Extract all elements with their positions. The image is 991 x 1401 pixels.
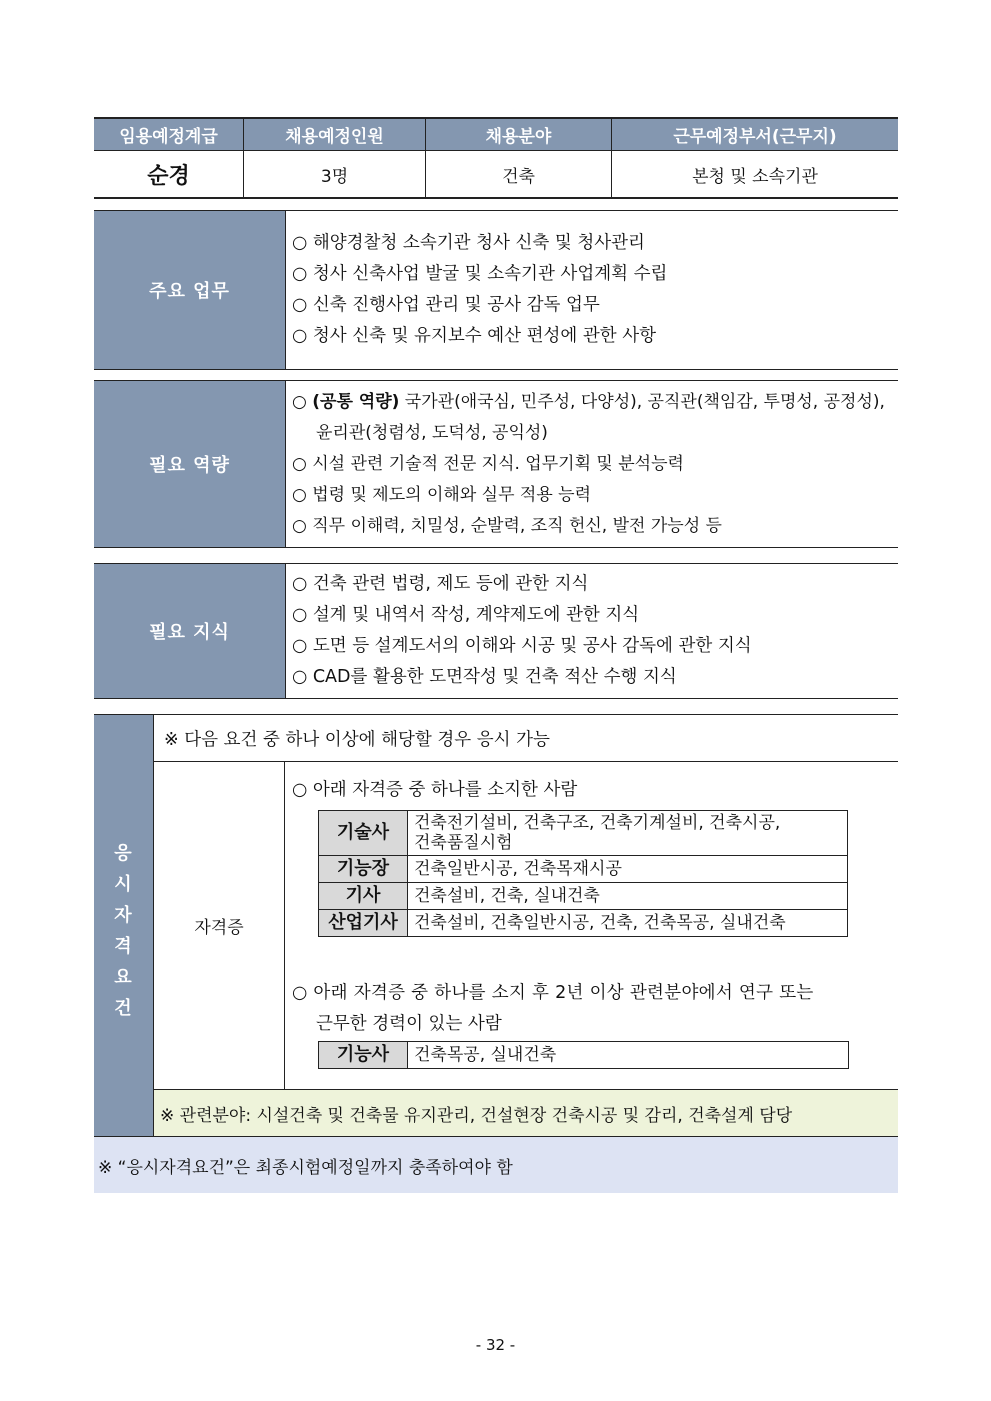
list-item-continuation: 윤리관(청렴성, 도덕성, 공익성)	[316, 423, 548, 443]
list-item	[292, 387, 898, 418]
list-item: ○ 시설 관련 기술적 전문 지식. 업무기획 및 분석능력	[292, 454, 684, 474]
duties-label: 주요 업무	[94, 211, 285, 369]
header-field: 채용분야	[426, 119, 611, 150]
list-item: ○ 설계 및 내역서 작성, 계약제도에 관한 지식	[292, 605, 640, 625]
label-char: 응	[114, 842, 133, 864]
cert-list	[408, 811, 848, 856]
label-char: 요	[114, 966, 133, 988]
header-rank: 임용예정계급	[94, 119, 243, 150]
list-item: ○ 해양경찰청 소속기관 청사 신축 및 청사관리	[292, 233, 645, 253]
table-row	[319, 883, 848, 910]
list-item: ○ CAD를 활용한 도면작성 및 건축 적산 수행 지식	[292, 667, 677, 687]
cert-list: 건축설비, 건축일반시공, 건축, 건축목공, 실내건축	[408, 910, 848, 937]
knowledge-list	[286, 569, 898, 693]
cond1-text: ○ 아래 자격증 중 하나를 소지한 사람	[292, 780, 578, 800]
label-char: 자	[114, 904, 133, 926]
cert-table-2	[318, 1041, 849, 1069]
common-competency-tag: (공통 역량)	[312, 392, 400, 412]
list-item: ○ 건축 관련 법령, 제도 등에 관한 지식	[292, 574, 589, 594]
table-row	[319, 1042, 849, 1069]
list-item: ○ 청사 신축 및 유지보수 예산 편성에 관한 사항	[292, 326, 657, 346]
table-row	[319, 910, 848, 937]
list-item: ○ 도면 등 설계도서의 이해와 시공 및 공사 감독에 관한 지식	[292, 636, 752, 656]
knowledge-label: 필요 지식	[94, 564, 285, 698]
cert-list: 건축목공, 실내건축	[408, 1042, 849, 1069]
cert-list: 건축설비, 건축, 실내건축	[408, 883, 848, 910]
related-field-text: ※ 관련분야: 시설건축 및 건축물 유지관리, 건설현장 건축시공 및 감리, 건축설계 담당	[160, 1105, 793, 1126]
list-item: ○ 법령 및 제도의 이해와 실무 적용 능력	[292, 485, 591, 505]
label-char: 건	[114, 997, 133, 1019]
header-dept: 근무예정부서(근무지)	[612, 119, 898, 150]
label-char: 격	[114, 935, 133, 957]
cert-table-1	[318, 810, 848, 937]
qualification-label	[94, 715, 153, 1136]
rank-value: 순경	[147, 163, 190, 189]
cert-list-line: 건축전기설비, 건축구조, 건축기계설비, 건축시공,	[414, 813, 781, 833]
field-value: 건축	[502, 166, 535, 187]
list-item: ○ 직무 이해력, 치밀성, 순발력, 조직 헌신, 발전 가능성 등	[292, 516, 722, 536]
cert-grade: 기능장	[319, 856, 408, 883]
count-value: 3명	[320, 166, 349, 187]
cert-list: 건축일반시공, 건축목재시공	[408, 856, 848, 883]
dept-value: 본청 및 소속기관	[692, 166, 818, 187]
footer-note-text: ※ “응시자격요건”은 최종시험예정일까지 충족하여야 함	[98, 1157, 513, 1178]
cert-label: 자격증	[194, 918, 244, 938]
table-row	[319, 811, 848, 856]
cert-grade: 산업기사	[319, 910, 408, 937]
footer-note	[94, 1137, 898, 1193]
qualification-intro: ※ 다음 요건 중 하나 이상에 해당할 경우 응시 가능	[164, 730, 550, 750]
related-field-note	[154, 1090, 898, 1136]
label-char: 시	[114, 873, 133, 895]
competency-label: 필요 역량	[94, 381, 285, 547]
cert-list-line: 건축품질시험	[414, 833, 513, 853]
list-item: ○ 신축 진행사업 관리 및 공사 감독 업무	[292, 295, 600, 315]
cert-grade: 기술사	[319, 811, 408, 856]
table-row	[319, 856, 848, 883]
cert-grade: 기능사	[319, 1042, 408, 1069]
cond2-line: 근무한 경력이 있는 사람	[316, 1014, 502, 1034]
cert-grade: 기사	[319, 883, 408, 910]
page-number: - 32 -	[475, 1336, 516, 1354]
competency-list	[286, 387, 898, 542]
bullet: ○	[292, 392, 313, 412]
cond2-line: ○ 아래 자격증 중 하나를 소지 후 2년 이상 관련분야에서 연구 또는	[292, 983, 814, 1003]
common-competency-text: 국가관(애국심, 민주성, 다양성), 공직관(책임감, 투명성, 공정성),	[399, 392, 885, 412]
header-count: 채용예정인원	[244, 119, 425, 150]
cond2-text	[286, 978, 896, 1040]
list-item: ○ 청사 신축사업 발굴 및 소속기관 사업계획 수립	[292, 264, 668, 284]
duties-list	[286, 228, 898, 352]
